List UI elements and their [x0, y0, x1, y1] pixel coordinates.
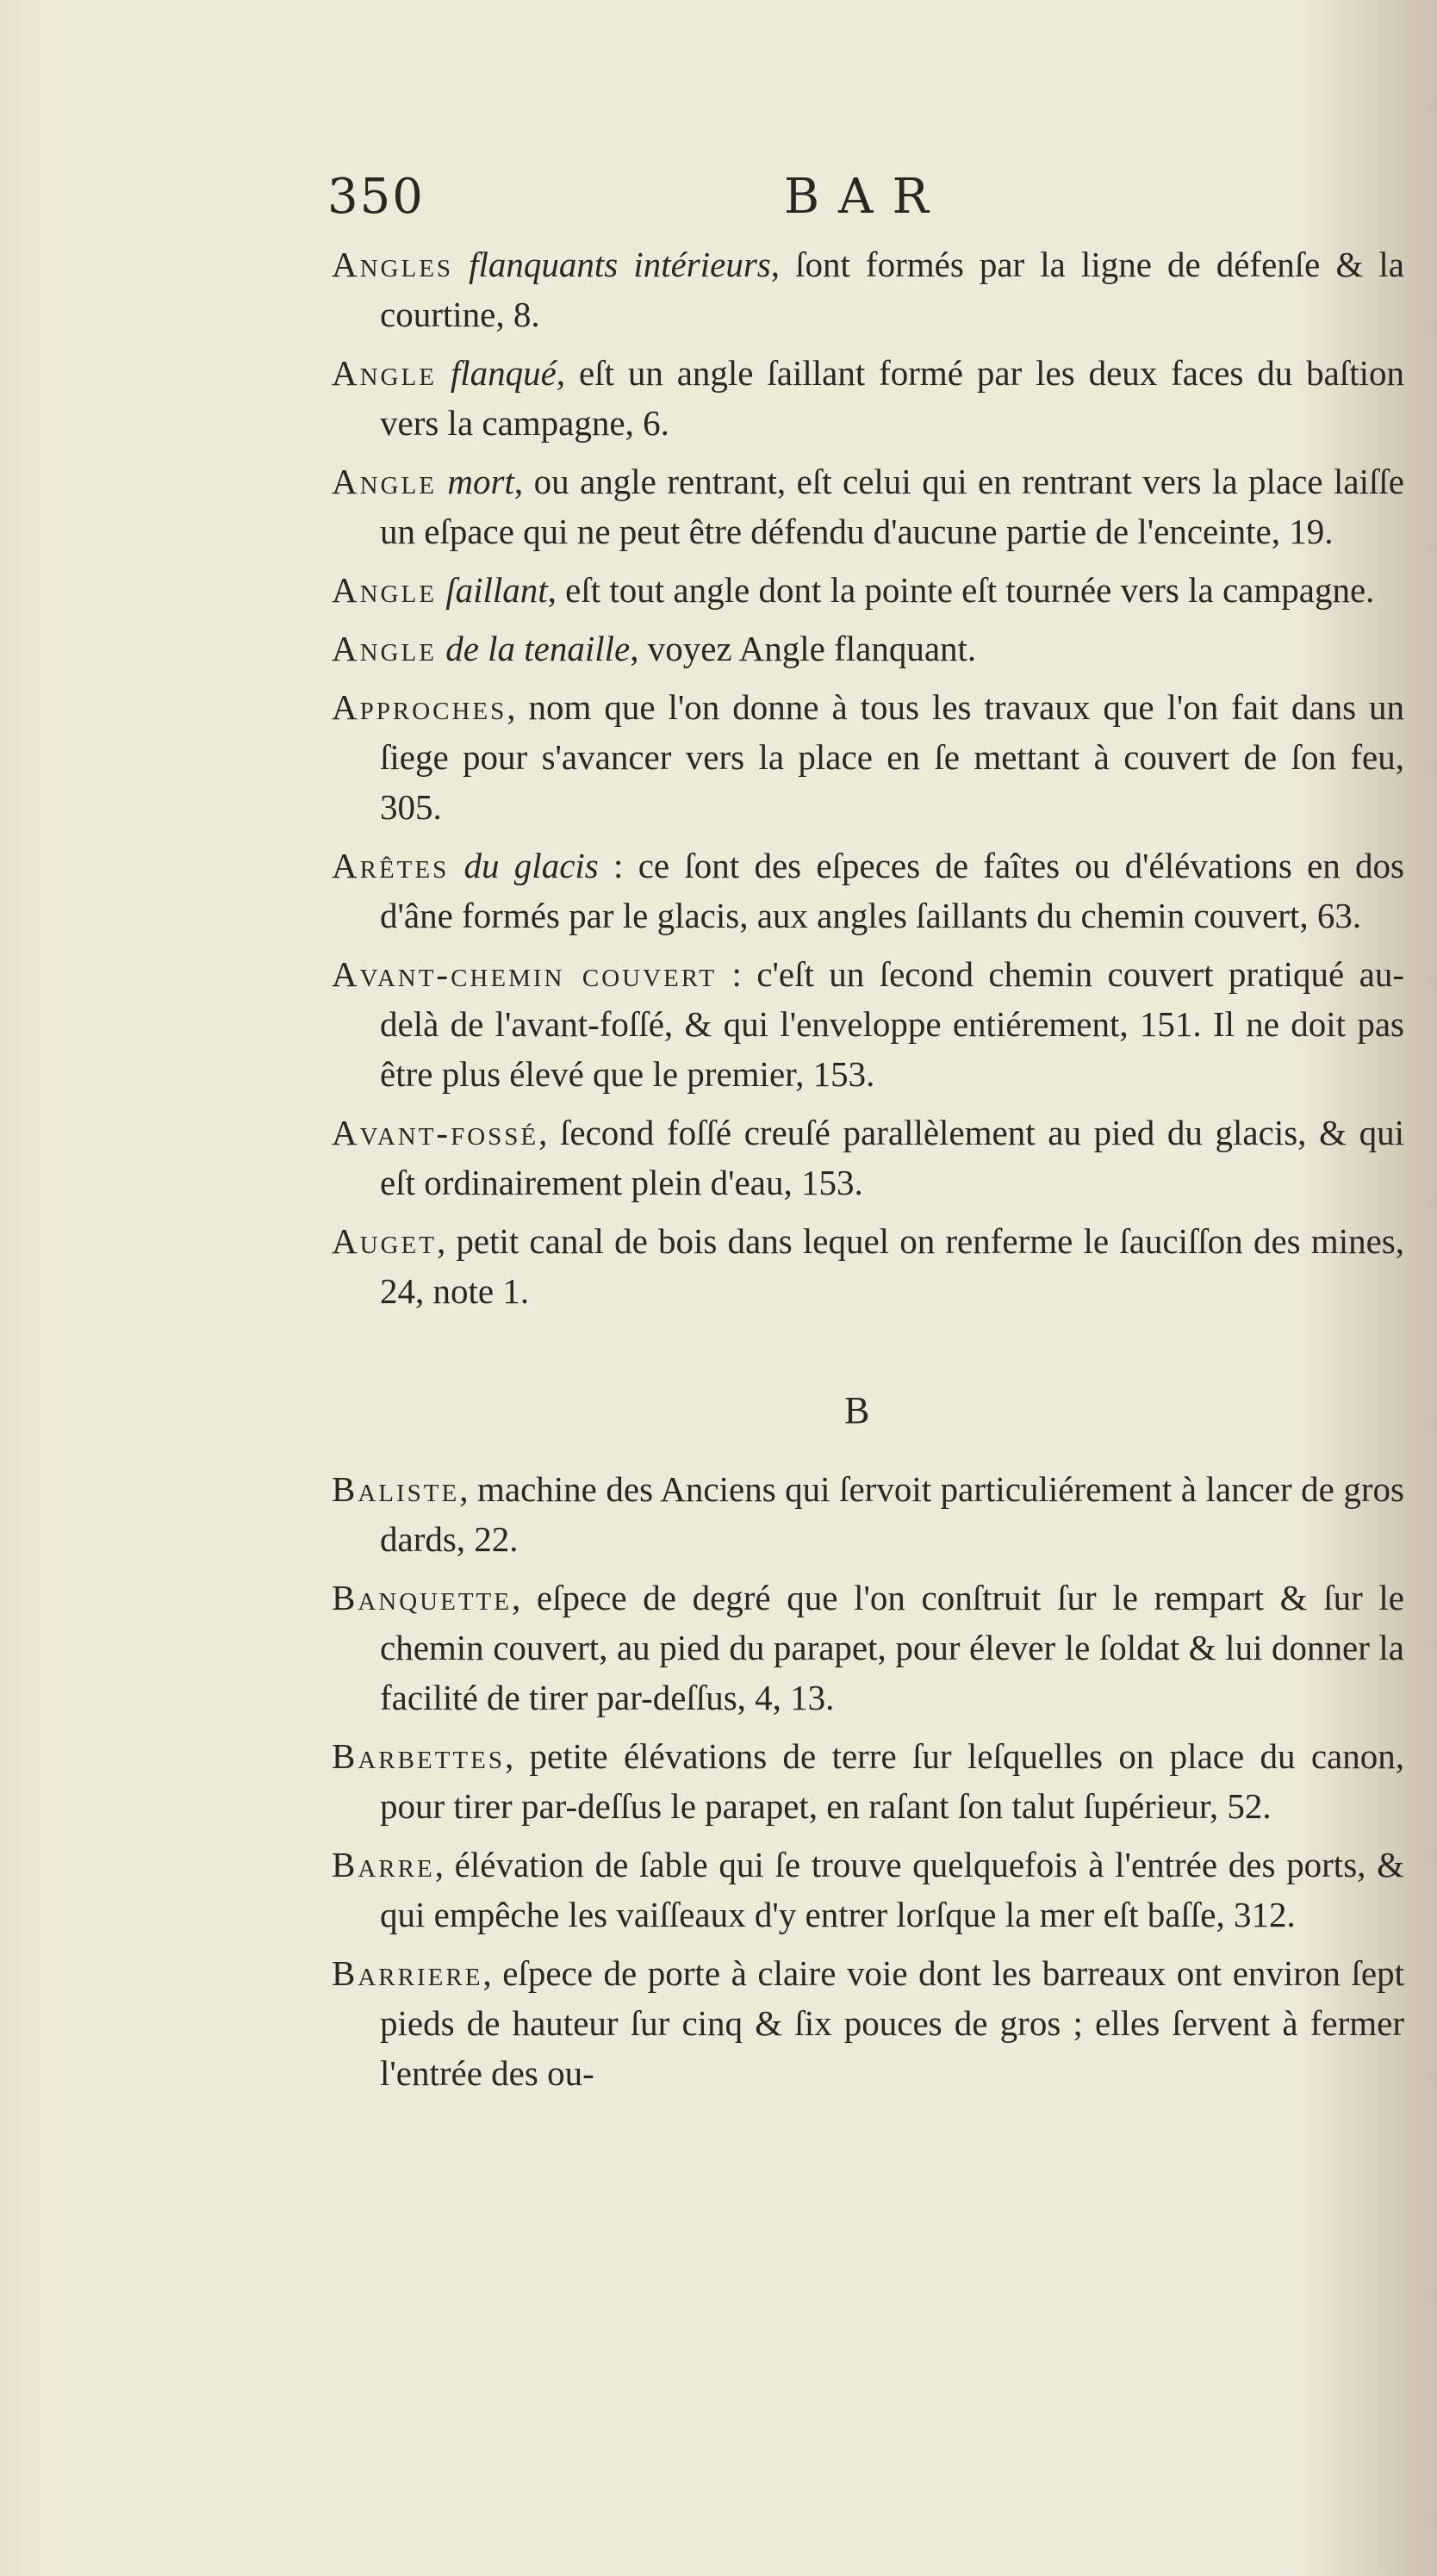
- glossary-entry: Avant-fossé, ſecond foſſé creuſé parallèlement au pied du glacis, & qui eſt ordinairement plein d'eau, 153.: [332, 1113, 1404, 1202]
- glossary-entry: Barre, élévation de ſable qui ſe trouve quelquefois à l'entrée des ports, & qui empêche les vaiſſeaux d'y entrer lorſque la mer eſt baſſe, 312.: [332, 1845, 1404, 1934]
- section-letter: B: [844, 1389, 870, 1431]
- glossary-entry: Approches, nom que l'on donne à tous les travaux que l'on fait dans un ſiege pour s'avancer vers la place en ſe mettant à couvert de ſon feu, 305.: [332, 687, 1404, 827]
- running-head: BAR: [784, 169, 948, 225]
- glossary-entry: Banquette, eſpece de degré que l'on conſtruit ſur le rempart & ſur le chemin couvert, au pied du parapet, pour élever le ſoldat & lui donner la facilité de tirer par-deſſus, 4, 13.: [332, 1578, 1404, 1717]
- glossary-entries-a: [332, 239, 1404, 1325]
- glossary-entry: Arêtes du glacis : ce ſont des eſpeces de faîtes ou d'élévations en dos d'âne formés par le glacis, aux angles ſaillants du chemin couvert, 63.: [332, 846, 1405, 935]
- glossary-entry: Angle ſaillant, eſt tout angle dont la pointe eſt tournée vers la campagne.: [332, 570, 1375, 610]
- glossary-entry: Angles flanquants intérieurs, ſont formés par la ligne de défenſe & la courtine, 8.: [332, 245, 1404, 334]
- page-number: 350: [327, 169, 425, 225]
- glossary-entry: Angle de la tenaille, voyez Angle flanquant.: [332, 629, 977, 668]
- glossary-entry: Avant-chemin couvert : c'eſt un ſecond chemin couvert pratiqué au-delà de l'avant-foſſé, & qui l'enveloppe entiérement, 151. Il ne doit pas être plus élevé que le premier, 153.: [332, 954, 1404, 1094]
- glossary-entry: Baliste, machine des Anciens qui ſervoit particuliérement à lancer de gros dards, 22.: [332, 1469, 1404, 1559]
- glossary-entry: Auget, petit canal de bois dans lequel on renferme le ſauciſſon des mines, 24, note 1.: [332, 1221, 1404, 1311]
- glossary-entry: Barbettes, petite élévations de terre ſur leſquelles on place du canon, pour tirer par-deſſus le parapet, en raſant ſon talut ſupérieur, 52.: [332, 1736, 1404, 1826]
- glossary-entry: Angle flanqué, eſt un angle ſaillant formé par les deux faces du baſtion vers la campagne, 6.: [332, 353, 1404, 443]
- glossary-entry: Barriere, eſpece de porte à claire voie dont les barreaux ont environ ſept pieds de hauteur ſur cinq & ſix pouces de gros ; elles ſervent à fermer l'entrée des ou-: [332, 1953, 1404, 2093]
- glossary-entries-b: [332, 1464, 1404, 2107]
- glossary-entry: Angle mort, ou angle rentrant, eſt celui qui en rentrant vers la place laiſſe un eſpace qui ne peut être défendu d'aucune partie de l'enceinte, 19.: [332, 462, 1404, 551]
- page-header: [327, 169, 1404, 238]
